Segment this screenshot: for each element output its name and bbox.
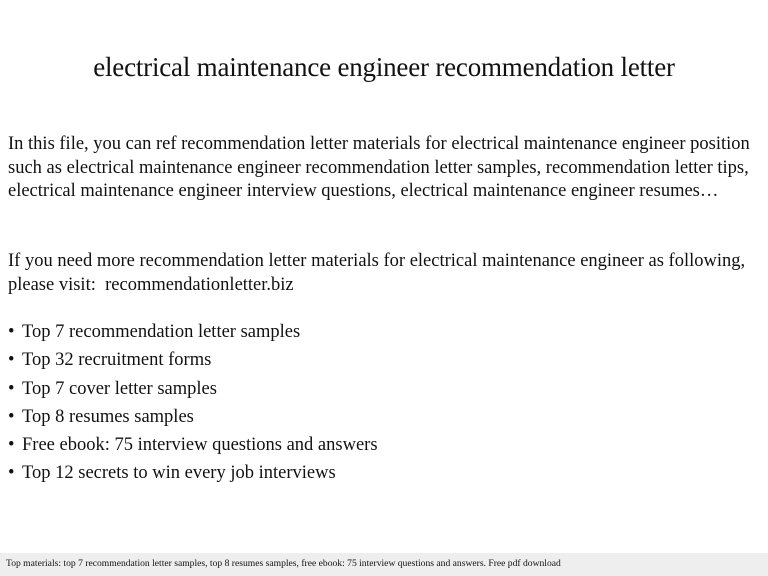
list-item <box>8 321 748 349</box>
visit-paragraph <box>8 250 758 297</box>
intro-paragraph: In this file, you can ref recommendation letter materials for electrical maintenance engineer position such as electrical maintenance engineer recommendation letter samples, recommendation letter tips, electrical maintenance engineer interview questions, electrical maintenance engineer resumes… <box>8 134 750 201</box>
page-title: electrical maintenance engineer recommendation letter <box>93 52 675 82</box>
list-item <box>8 378 748 406</box>
list-item <box>8 434 748 462</box>
list-item-text: Top 12 secrets to win every job interviews <box>22 463 336 484</box>
bullet-icon: • <box>8 406 15 427</box>
bullet-icon: • <box>8 435 15 456</box>
list-item-text: Top 7 cover letter samples <box>22 378 217 399</box>
bullet-list <box>8 321 748 491</box>
list-item-text: Top 8 resumes samples <box>22 406 194 427</box>
website-link[interactable]: recommendationletter.biz <box>105 274 294 295</box>
list-item <box>8 406 748 434</box>
list-item <box>8 349 748 377</box>
list-item-text: Free ebook: 75 interview questions and answers <box>22 435 378 456</box>
bullet-icon: • <box>8 463 15 484</box>
bullet-icon: • <box>8 378 15 399</box>
list-item-text: Top 7 recommendation letter samples <box>22 322 301 342</box>
visit-text: If you need more recommendation letter materials for electrical maintenance engineer as following, please visit: <box>8 251 746 295</box>
bullet-icon: • <box>8 350 15 371</box>
list-item <box>8 462 748 490</box>
bullet-icon: • <box>8 322 15 342</box>
footer-text: Top materials: top 7 recommendation letter samples, top 8 resumes samples, free ebook: 75 interview questions and answers. Free pdf download <box>6 558 561 569</box>
list-item-text: Top 32 recruitment forms <box>22 350 212 371</box>
